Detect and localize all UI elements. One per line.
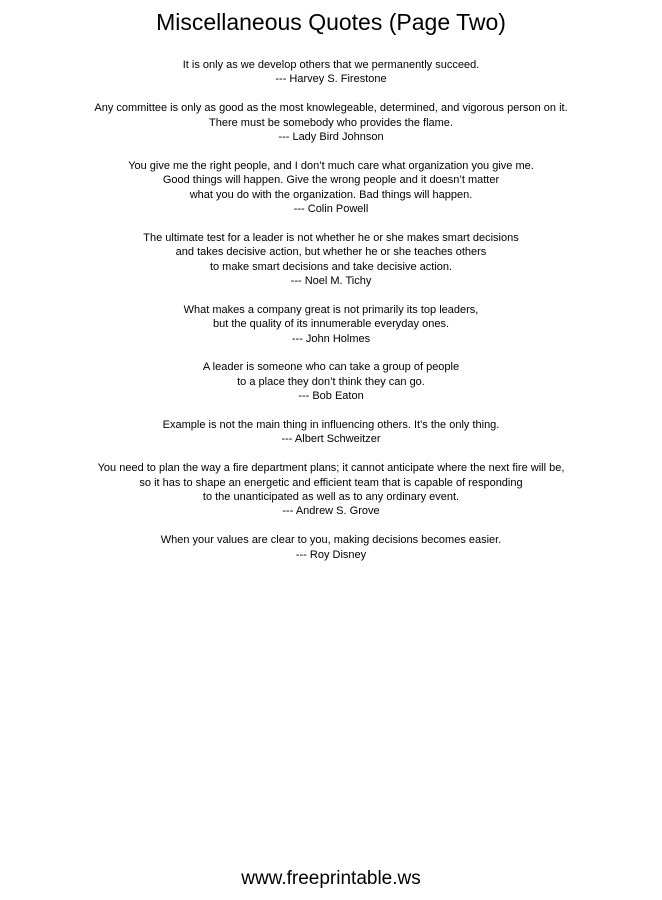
- quote-line: When your values are clear to you, making decisions becomes easier.: [160, 534, 502, 547]
- quote-item: [0, 360, 662, 403]
- quote-item: [0, 159, 662, 217]
- quote-item: [0, 533, 662, 562]
- quote-line: to the unanticipated as well as to any ordinary event.: [202, 491, 460, 504]
- quote-line: Example is not the main thing in influencing others. It’s the only thing.: [162, 419, 500, 432]
- quote-line: and takes decisive action, but whether he or she teaches others: [175, 246, 487, 259]
- quote-item: [0, 418, 662, 447]
- quote-line: so it has to shape an energetic and efficient team that is capable of responding: [139, 476, 523, 489]
- quote-line: Any committee is only as good as the most knowlegeable, determined, and vigorous person on it.: [94, 102, 568, 115]
- quote-author: --- Andrew S. Grove: [282, 505, 380, 518]
- page-title: Miscellaneous Quotes (Page Two): [156, 9, 506, 35]
- quote-author: --- Colin Powell: [293, 203, 369, 216]
- quote-line: to a place they don’t think they can go.: [237, 375, 425, 388]
- quote-item: [0, 461, 662, 519]
- quote-line: It is only as we develop others that we permanently succeed.: [182, 59, 480, 71]
- quote-line: What makes a company great is not primarily its top leaders,: [183, 303, 479, 316]
- quote-author: --- Noel M. Tichy: [290, 275, 372, 288]
- quote-author: --- Bob Eaton: [298, 390, 364, 403]
- quote-list: [0, 58, 662, 576]
- quote-item: [0, 303, 662, 346]
- quote-line: You need to plan the way a fire department plans; it cannot anticipate where the next fire will be,: [97, 462, 565, 475]
- quote-line: There must be somebody who provides the flame.: [209, 116, 453, 129]
- quote-author: --- Roy Disney: [295, 548, 367, 561]
- quote-line: The ultimate test for a leader is not whether he or she makes smart decisions: [143, 231, 519, 244]
- quote-item: [0, 231, 662, 289]
- quote-line: to make smart decisions and take decisive action.: [209, 260, 453, 273]
- quote-item: [0, 58, 662, 87]
- quote-author: --- Lady Bird Johnson: [278, 131, 384, 144]
- quote-item: [0, 101, 662, 144]
- quote-line: You give me the right people, and I don’t much care what organization you give me.: [128, 159, 534, 172]
- footer-website: www.freeprintable.ws: [241, 868, 421, 889]
- quote-author: --- Harvey S. Firestone: [275, 73, 387, 86]
- quote-author: --- John Holmes: [291, 332, 371, 345]
- quote-line: A leader is someone who can take a group of people: [202, 361, 460, 374]
- quote-line: but the quality of its innumerable everyday ones.: [212, 318, 450, 331]
- quote-author: --- Albert Schweitzer: [281, 433, 381, 446]
- quote-line: Good things will happen. Give the wrong people and it doesn’t matter: [162, 174, 500, 187]
- quote-line: what you do with the organization. Bad things will happen.: [189, 188, 473, 201]
